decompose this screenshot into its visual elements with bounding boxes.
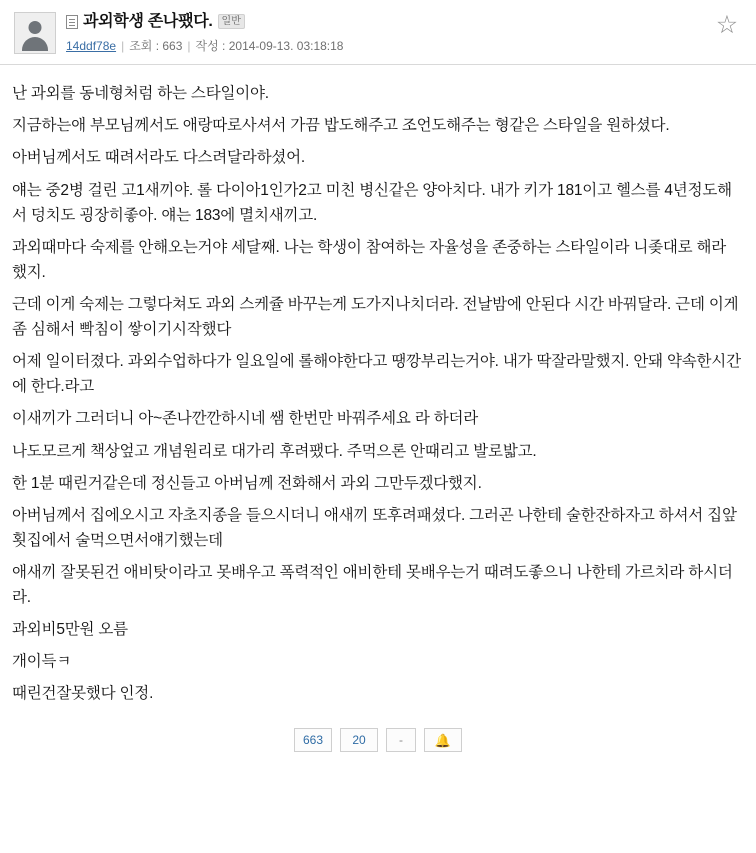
- page-title: 과외학생 존나팼다.: [83, 13, 213, 30]
- post-paragraph: 과외때마다 숙제를 안해오는거야 세달째. 나는 학생이 참여하는 자율성을 존중하는 스타일이라 니좆대로 해라 했지.: [12, 238, 727, 281]
- author-link[interactable]: 14ddf78e: [66, 38, 117, 53]
- header-text-block: [66, 10, 343, 54]
- post-header: [0, 0, 756, 65]
- report-button[interactable]: [424, 728, 462, 752]
- post-date: 작성 : 2014-09-13. 03:18:18: [195, 39, 344, 54]
- post-meta: [66, 37, 343, 54]
- bell-icon: 🔔: [434, 732, 452, 748]
- post-paragraph: 얘는 중2병 걸린 고1새끼야. 롤 다이아1인가2고 미친 병신같은 양아치다. 내가 키가 181이고 헬스를 4년정도해서 덩치도 굉장히좋아. 얘는 183에 멸치새끼고.: [12, 181, 732, 224]
- post-paragraph: 지금하는애 부모님께서도 애랑따로사셔서 가끔 밥도해주고 조언도해주는 형같은 스타일을 원하셨다.: [12, 117, 670, 135]
- post-footer: [0, 728, 756, 752]
- post-body: [0, 65, 756, 706]
- view-count-button[interactable]: 663: [294, 728, 332, 752]
- like-count-button[interactable]: 20: [340, 728, 378, 752]
- meta-separator-1: |: [121, 38, 125, 53]
- category-badge: 일반: [218, 14, 245, 29]
- post-paragraph: 과외비5만원 오름: [12, 621, 128, 639]
- post-paragraph: 때린건잘못했다 인정.: [12, 685, 154, 703]
- avatar-body-shape: [22, 37, 48, 51]
- avatar-head-shape: [29, 21, 42, 34]
- post-paragraph: 나도모르게 책상엎고 개념원리로 대가리 후려팼다. 주먹으론 안때리고 발로밟고.: [12, 442, 537, 460]
- title-row: [66, 12, 343, 31]
- post-paragraph: 아버님께서 집에오시고 자초지종을 들으시더니 애새끼 또후려패셨다. 그러곤 나한테 술한잔하자고 하셔서 집앞 횟집에서 술먹으면서얘기했는데: [12, 506, 737, 549]
- post-paragraph: 이새끼가 그러더니 아~존나깐깐하시네 쌤 한번만 바꿔주세요 라 하더라: [12, 410, 479, 428]
- post-paragraph: 애새끼 잘못된건 애비탓이라고 못배우고 폭력적인 애비한테 못배우는거 때려도좋으니 나한테 가르치라 하시더라.: [12, 563, 733, 607]
- post-paragraph: 한 1분 때린거같은데 정신들고 아버님께 전화해서 과외 그만두겠다했지.: [12, 474, 482, 492]
- post-paragraph: 개이득ㅋ: [12, 653, 72, 671]
- view-count: 조회 : 663: [129, 39, 183, 54]
- post-paragraph: 근데 이게 숙제는 그렇다쳐도 과외 스케쥴 바꾸는게 도가지나치더라. 전날밤에 안된다 시간 바꿔달라. 근데 이게 좀 심해서 빡침이 쌓이기시작했다: [12, 295, 739, 339]
- document-icon: [66, 15, 78, 29]
- star-icon[interactable]: ☆: [715, 11, 739, 39]
- post-paragraph: 아버님께서도 때려서라도 다스려달라하셨어.: [12, 149, 306, 167]
- post-paragraph: 어제 일이터졌다. 과외수업하다가 일요일에 롤해야한다고 땡깡부리는거야. 내가 딱잘라말했지. 안돼 약속한시간에 한다.라고: [12, 353, 741, 396]
- dislike-button[interactable]: -: [386, 728, 416, 752]
- meta-separator-2: |: [187, 38, 191, 53]
- avatar: [14, 12, 56, 54]
- post-paragraph: 난 과외를 동네형처럼 하는 스타일이야.: [12, 85, 269, 103]
